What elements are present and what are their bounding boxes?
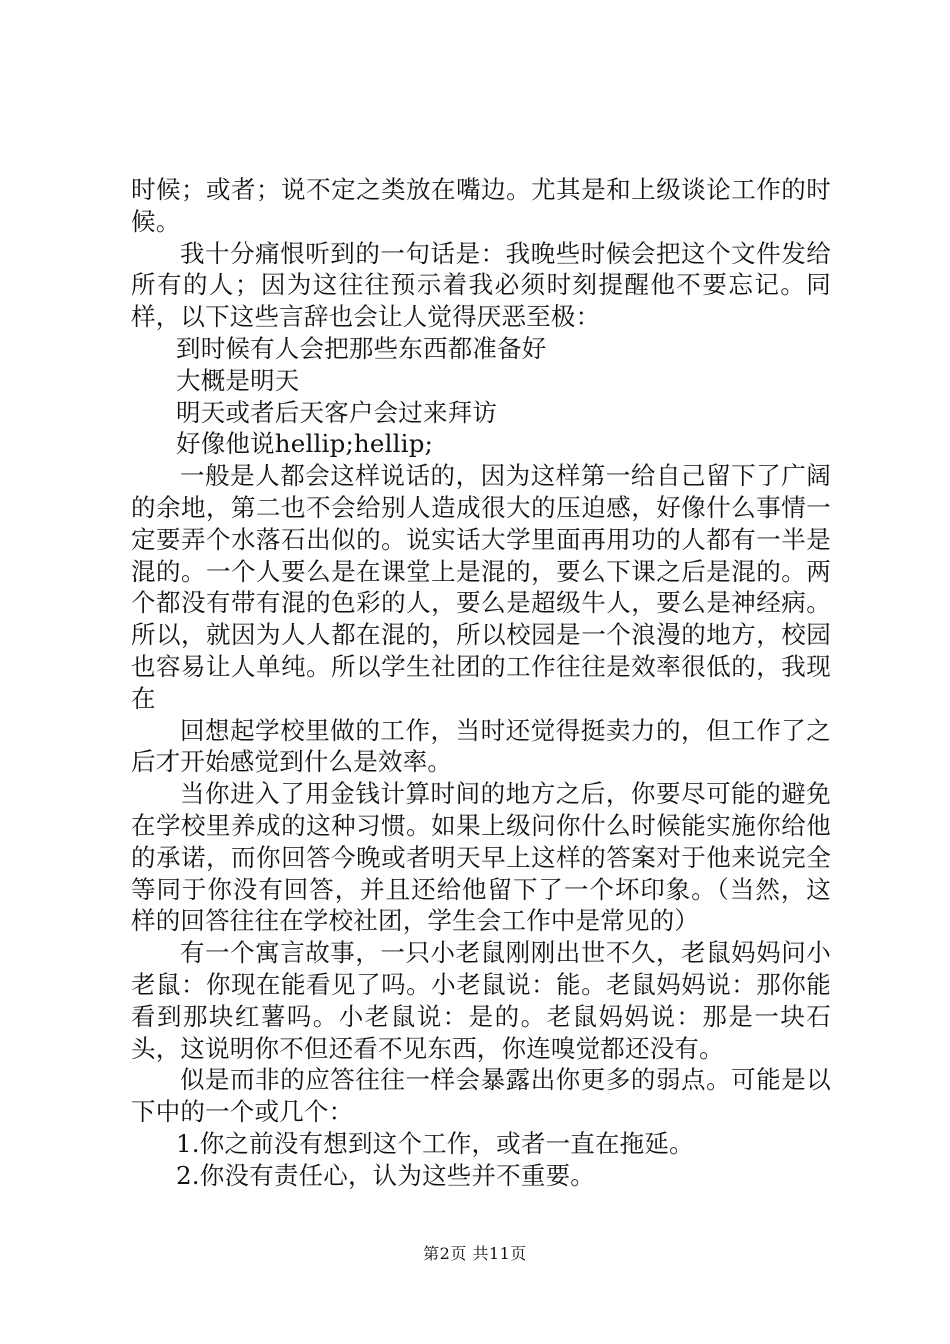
list-item: 1.你之前没有想到这个工作，或者一直在拖延。	[176, 1128, 694, 1158]
paragraph: 有一个寓言故事，一只小老鼠刚刚出世不久，老鼠妈妈问小老鼠：你现在能看见了吗。小老鼠说：能。老鼠妈妈说：那你能看到那块红薯吗。小老鼠说：是的。老鼠妈妈说：那是一块石头，这说明你不但还看不见东西，你连嗅觉都还没有。	[131, 938, 831, 1063]
page-number-footer: 第2页 共11页	[423, 1244, 527, 1263]
paragraph: 一般是人都会这样说话的，因为这样第一给自己留下了广阔的余地，第二也不会给别人造成很大的压迫感，好像什么事情一定要弄个水落石出似的。说实话大学里面再用功的人都有一半是混的。一个人要么是在课堂上是混的，要么下课之后是混的。两个都没有带有混的色彩的人，要么是超级牛人，要么是神经病。所以，就因为人人都在混的，所以校园是一个浪漫的地方，校园也容易让人单纯。所以学生社团的工作往往是效率很低的，我现在	[131, 461, 831, 713]
paragraph: 时候；或者；说不定之类放在嘴边。尤其是和上级谈论工作的时候。	[131, 175, 831, 236]
list-item: 到时候有人会把那些东西都准备好	[176, 333, 547, 363]
paragraph: 当你进入了用金钱计算时间的地方之后，你要尽可能的避免在学校里养成的这种习惯。如果上级问你什么时候能实施你给他的承诺，而你回答今晚或者明天早上这样的答案对于他来说完全等同于你没有回答，并且还给他留下了一个坏印象。（当然，这样的回答往往在学校社团，学生会工作中是常见的）	[131, 779, 831, 936]
list-item: 明天或者后天客户会过来拜访	[176, 397, 498, 427]
paragraph: 似是而非的应答往往一样会暴露出你更多的弱点。可能是以下中的一个或几个：	[131, 1065, 831, 1127]
list-item: 好像他说hellip;hellip;	[176, 429, 434, 459]
list-item: 大概是明天	[176, 365, 300, 395]
paragraph: 回想起学校里做的工作，当时还觉得挺卖力的，但工作了之后才开始感觉到什么是效率。	[131, 715, 831, 777]
paragraph: 我十分痛恨听到的一句话是：我晚些时候会把这个文件发给所有的人；因为这往往预示着我必须时刻提醒他不要忘记。同样，以下这些言辞也会让人觉得厌恶至极：	[131, 238, 831, 332]
document-body	[131, 174, 831, 1192]
list-item: 2.你没有责任心，认为这些并不重要。	[176, 1160, 595, 1190]
